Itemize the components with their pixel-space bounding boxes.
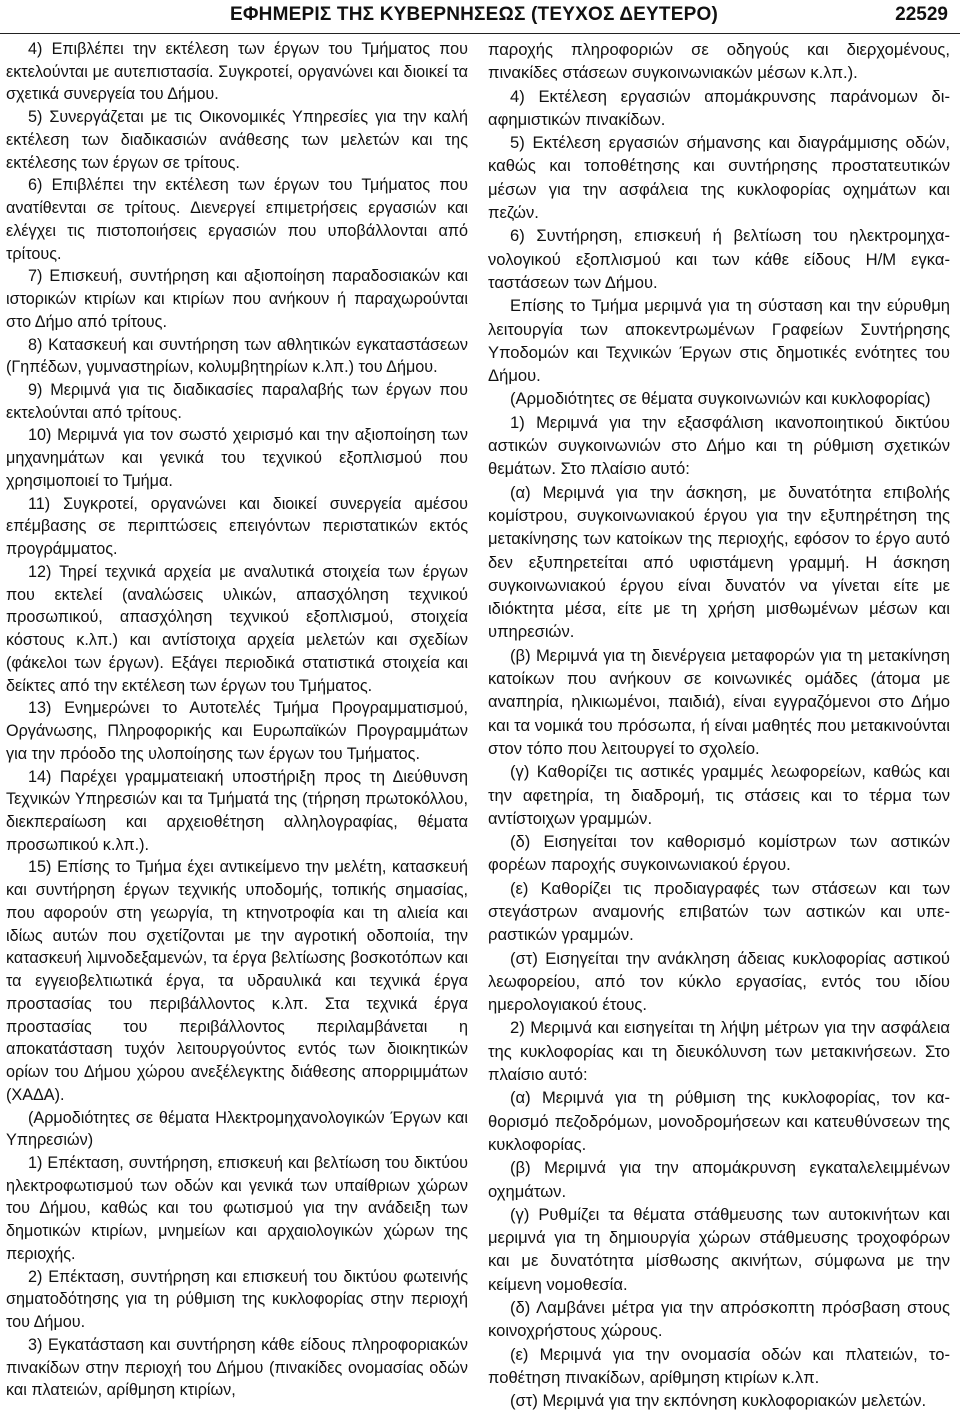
paragraph: (α) Μεριμνά για τη ρύθμιση της κυκλοφορίας, τον καθορισμό πεζοδρόμων, μονοδρομήσεων και κατευθύνσεων της κυκλοφορίας. [488,1088,950,1154]
paragraph: 4) Επιβλέπει την εκτέλεση των έργων του Τμήματος που εκτελούνται με αυτεπιστασία. Συγκροτεί, οργανώνει και διοικεί τα σχετικά συνεργεία του Δήμου. [6,40,468,104]
paragraph: (β) Μεριμνά για τη διενέργεια μεταφορών για τη μετακίνηση κατοίκων που ανήκουν σε κοινωνικές ομάδες (άτομα με αναπηρία, ηλικιωμένοι, παιδιά), είναι εγγραζόμενοι στο Δήμο και τα νομικά του πρόσωπα, ή είναι μαθητές που μετακινούνται στον τόπο που λειτουργεί το σχολείο. [488,645,950,758]
paragraph: (Αρμοδιότητες σε θέματα συγκοινωνιών και κυκλοφορίας) [510,389,931,409]
paragraph: (στ) Εισηγείται την ανάκληση άδειας κυκλοφορίας αστικού λεωφορείου, από τον κύκλο εργασίας, εντός του ιδίου ημερολογιακού έτους. [488,948,950,1015]
paragraph: 5) Εκτέλεση εργασιών σήμανσης και διαγράμμισης οδών, καθώς και τοποθέτησης και συντήρησης προστατευτικών μέσων για την ασφάλεια της κυκλοφορίας οχημάτων και πεζών. [488,133,950,223]
paragraph: 6) Επιβλέπει την εκτέλεση των έργων του Τμήματος που ανατίθενται σε τρίτους. Διενεργεί επιμετρήσεις εργασιών και ελέγχει τις πιστοποιήσεις εργασιών που υποβάλλονται από τρίτους. [6,176,468,263]
paragraph: 2) Μεριμνά και εισηγείται τη λήψη μέτρων για την ασφάλεια της κυκλοφορίας και τη διευκόλυνση των μετακινήσεων. Στο πλαίσιο αυτό: [488,1018,950,1085]
paragraph: 8) Κατασκευή και συντήρηση των αθλητικών εγκαταστάσεων (Γηπέδων, γυμναστηρίων, κολυμβητηρίων κ.λπ.) του Δήμου. [6,335,468,377]
paragraph: 10) Μεριμνά για τον σωστό χειρισμό και την αξιοποίηση των μηχανημάτων και γενικά του τεχνικού εξοπλισμού που χρησιμοποιεί το Τμήμα. [6,426,468,490]
paragraph: (Αρμοδιότητες σε θέματα Ηλεκτρομηχανολογικών Έργων και Υπηρεσιών) [6,1108,468,1150]
paragraph: (γ) Καθορίζει τις αστικές γραμμές λεωφορείων, καθώς και την αφετηρία, τη διαδρομή, τις στάσεις και το τέρμα των αντίστοιχων γραμμών. [488,762,950,828]
paragraph: (γ) Ρυθμίζει τα θέματα στάθμευσης των αυτοκινήτων και μεριμνά για τη δημιουργία χώρων στάθμευσης τροχοφόρων και με δυνατότητα μίσθωσης ακινήτων, σύμφωνα με την κείμενη νομοθεσία. [488,1204,950,1294]
left-column [6,38,468,1402]
paragraph: 3) Εγκατάσταση και συντήρηση κάθε είδους πληροφοριακών πινακίδων στην περιοχή του Δήμου (πινακίδες ονομασίας οδών και πλατειών, αρίθμηση κτιρίων, [6,1335,468,1400]
paragraph: 1) Επέκταση, συντήρηση, επισκευή και βελτίωση του δικτύου ηλεκτροφωτισμού των οδών και γενικά των υπαίθριων χώρων του Δήμου, καθώς και του φωτισμού για την ανάδειξη των δημοτικών κτιρίων, μνημείων και αρχαιολογικών χώρων της περιοχής. [6,1153,468,1263]
paragraph: (δ) Λαμβάνει μέτρα για την απρόσκοπτη πρόσβαση στους κοινοχρήστους χώρους. [488,1298,950,1341]
paragraph: (β) Μεριμνά για την απομάκρυνση εγκαταλελειμμένων οχημάτων. [488,1158,950,1201]
paragraph: (ε) Καθορίζει τις προδιαγραφές των στάσεων και των στεγάστρων αναμονής επιβατών των αστικών και υπεραστικών γραμμών. [488,878,950,945]
paragraph: 12) Τηρεί τεχνικά αρχεία με αναλυτικά στοιχεία των έργων που εκτελεί (αναλώσεις υλικών, απασχόληση τεχνικού προσωπικού, απασχόληση τεχνικού εξοπλισμού, στοιχεία κόστους κ.λπ.) και αντίστοιχα αρχεία μελετών και σχεδίων (φάκελοι των έργων). Εξάγει περιοδικά στατιστικά στοιχεία και δείκτες από την εκτέλεση των έργων του Τμήματος. [6,562,468,695]
paragraph: 1) Μεριμνά για την εξασφάλιση ικανοποιητικού δικτύου αστικών συγκοινωνιών στο Δήμο και τη ρύθμιση σχετικών θεμάτων. Στο πλαίσιο αυτό: [488,412,950,479]
paragraph: (ε) Μεριμνά για την ονομασία οδών και πλατειών, τοποθέτηση πινακίδων, αρίθμηση κτιρίων κ.λπ. [488,1344,950,1387]
right-column [488,38,950,1413]
paragraph: 13) Ενημερώνει το Αυτοτελές Τμήμα Προγραμματισμού, Οργάνωσης, Πληροφορικής και Ευρωπαϊκών Προγραμμάτων για την πρόοδο της υλοποίησης των έργων του Τμήματος. [6,699,468,763]
paragraph: Επίσης το Τμήμα μεριμνά για τη σύσταση και την εύρυθμη λειτουργία των αποκεντρωμένων Γραφείων Συντήρησης Υποδομών και Τεχνικών Έργων στις δημοτικές ενότητες του Δήμου. [488,296,950,386]
paragraph: 4) Εκτέλεση εργασιών απομάκρυνσης παράνομων διαφημιστικών πινακίδων. [488,86,950,129]
paragraph: 15) Επίσης το Τμήμα έχει αντικείμενο την μελέτη, κατασκευή και συντήρηση έργων τεχνικής υποδομής, τοπικής σημασίας, που αφορούν στη γεωργία, τη κτηνοτροφία και τη αλιεία και ιδίως αυτών που σχετίζονται με την αγροτική οδοποιία, την κατασκευή λιμνοδεξαμενών, τα έργα βελτίωσης βοσκοτόπων και τα εγγειοβελτιωτικά έργα, τα υδραυλικά και τεχνικά έργα προστασίας του περιβάλλοντος κ.λπ. Στα τεχνικά έργα προστασίας του περιβάλλοντος περιλαμβάνεται η αποκατάσταση τυχόν λειτουργούντος εντός των διοικητικών ορίων του Δήμου χώρου ανεξέλεγκτης διάθεσης απορριμμάτων (ΧΑΔΑ). [6,858,468,1104]
paragraph: (στ) Μεριμνά για την εκπόνηση κυκλοφοριακών μελετών. [510,1391,927,1411]
paragraph: (δ) Εισηγείται τον καθορισμό κομίστρων των αστικών φορέων παροχής συγκοινωνιακού έργου. [488,832,950,875]
header-rule [0,33,960,34]
paragraph: παροχής πληροφοριών σε οδηγούς και διερχομένους, πινακίδες στάσεων συγκοινωνιακών μέσων κ.λπ.). [488,40,950,83]
paragraph: 14) Παρέχει γραμματειακή υποστήριξη προς τη Διεύθυνση Τεχνικών Υπηρεσιών και τα Τμήματά της (τήρηση πρωτοκόλλου, διεκπεραίωση και αρχειοθέτηση αλληλογραφίας, θέματα προσωπικού κ.λπ.). [6,767,468,854]
paragraph: 11) Συγκροτεί, οργανώνει και διοικεί συνεργεία αμέσου επέμβασης σε περιπτώσεις επειγόντων περιστατικών εκτός προγράμματος. [6,494,468,559]
paragraph: 9) Μεριμνά για τις διαδικασίες παραλαβής των έργων που εκτελούνται από τρίτους. [6,381,468,422]
paragraph: 2) Επέκταση, συντήρηση και επισκευή του δικτύου φωτεινής σηματοδότησης για τη ρύθμιση της κυκλοφορίας στην περιοχή του Δήμου. [6,1267,468,1332]
paragraph: 6) Συντήρηση, επισκευή ή βελτίωση του ηλεκτρομηχανολογικού εξοπλισμού και των κάθε είδους Η/Μ εγκαταστάσεων των Δήμου. [488,226,950,292]
page-header [0,0,960,36]
paragraph: (α) Μεριμνά για την άσκηση, με δυνατότητα επιβολής κομίστρου, συγκοινωνιακού έργου για την εξυπηρέτηση της μετακίνησης των κατοίκων της περιοχής, εφόσον το έργο αυτό δεν εξυπηρετείται από υφιστάμενη γραμμή. Η άσκηση συγκοινωνιακού έργου είναι δυνατόν να γίνεται είτε με ιδιόκτητα μέσα, είτε με τη χρήση μισθωμένων μέσων και υπηρεσιών. [488,482,950,642]
page-number: 22529 [895,4,948,25]
paragraph: 5) Συνεργάζεται με τις Οικονομικές Υπηρεσίες για την καλή εκτέλεση των διαδικασιών ανάθεσης των μελετών και της εκτέλεσης των έργων σε τρίτους. [6,108,468,172]
gazette-title: ΕΦΗΜΕΡΙΣ ΤΗΣ ΚΥΒΕΡΝΗΣΕΩΣ (ΤΕΥΧΟΣ ΔΕΥΤΕΡΟ) [230,4,718,25]
paragraph: 7) Επισκευή, συντήρηση και αξιοποίηση παραδοσιακών και ιστορικών κτιρίων και κτιρίων που ανήκουν ή παραχωρούνται στο Δήμο από τρίτους. [6,267,468,331]
